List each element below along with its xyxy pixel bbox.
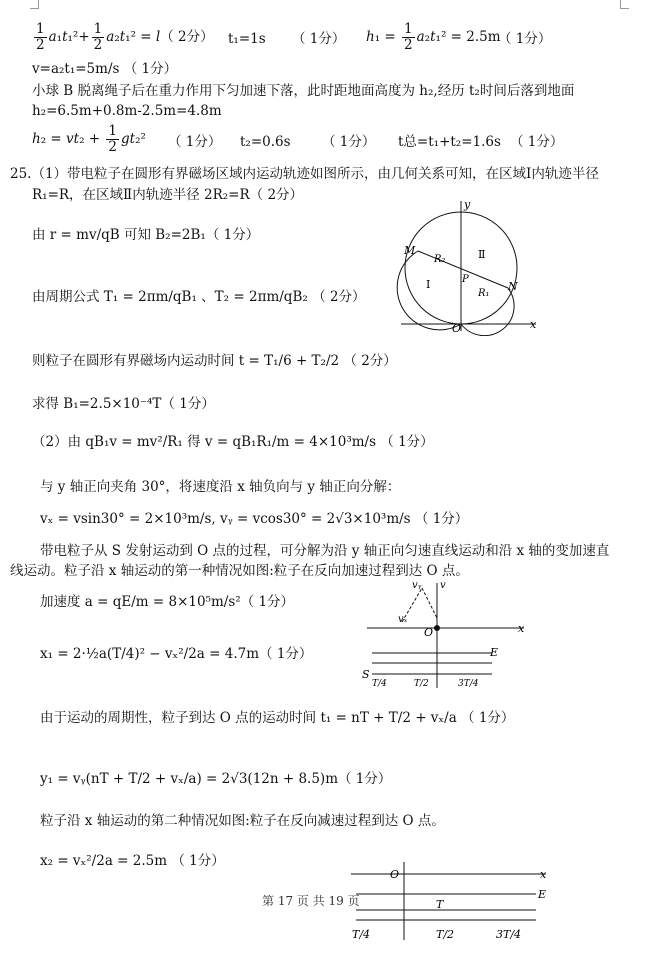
text-line: R₁=R，在区域Ⅱ内轨迹半径 2R₂=R（ 2分） (32, 187, 304, 203)
score: （ 1分） (510, 134, 564, 150)
text-line: 粒子沿 x 轴运动的第二种情况如图:粒子在反向减速过程到达 O 点。 (40, 813, 445, 829)
text-line: x₁ = 2·½a(T/4)² − vₓ²/2a = 4.7m（ 1分） (40, 646, 313, 662)
origin-point (434, 625, 440, 631)
page-footer: 第 17 页 共 19 页 (262, 894, 360, 908)
velocity-vector (422, 588, 437, 618)
score: （ 1分） (168, 134, 222, 150)
text-line: 带电粒子从 S 发射运动到 O 点的过程，可分解为沿 y 轴正向匀速直线运动和沿 x 轴的变加速直 (40, 543, 610, 559)
result-t2: t₂=0.6s (240, 134, 291, 150)
text-line: 与 y 轴正向夹角 30°，将速度沿 x 轴负向与 y 轴正向分解： (40, 479, 401, 495)
text-line: 线运动。粒子沿 x 轴运动的第一种情况如图:粒子在反向加速过程到达 O 点。 (10, 563, 469, 579)
text-line: 由 r = mv/qB 可知 B₂=2B₁（ 1分） (32, 227, 260, 243)
label-r1: R₁ (478, 288, 490, 299)
result-ttotal: t总=t₁+t₂=1.6s (398, 134, 501, 150)
label-o: O (452, 322, 462, 335)
figure-case-1 (362, 578, 532, 690)
label-t2: T/2 (414, 679, 429, 689)
score: （ 1分） (322, 134, 376, 150)
label-x: x (530, 318, 537, 331)
label-t1: T/4 (352, 928, 371, 941)
label-t2: T/2 (436, 928, 455, 941)
corner-mark (30, 0, 39, 9)
fraction: $\frac{1}{2}$ (93, 21, 103, 53)
question-25-heading: 25.（1）带电粒子在圆形有界磁场区域内运动轨迹如图所示，由几何关系可知，在区域Ⅰ内轨迹半径 (10, 166, 599, 182)
label-s: S (362, 668, 370, 681)
text-line: v=a₂t₁=5m/s （ 1分） (32, 61, 178, 77)
label-o: O (424, 626, 434, 639)
equation-h1: h₁ = $\frac{1}{2}$ a₂t₁² = 2.5m (366, 21, 501, 53)
label-e: E (538, 888, 547, 901)
figure-case-2 (346, 860, 556, 950)
label-t1: T/4 (372, 679, 387, 689)
fraction: $\frac{1}{2}$ (108, 123, 117, 155)
text-line: 由于运动的周期性，粒子到达 O 点的运动时间 t₁ = nT + T/2 + vₓ/a （ 1分） (40, 710, 515, 726)
score: （ 1分） (498, 31, 552, 47)
text-line: 求得 B₁=2.5×10⁻⁴T（ 1分） (32, 396, 215, 412)
label-n: N (508, 280, 518, 293)
text-line: h₂=6.5m+0.8m-2.5m=4.8m (32, 103, 222, 119)
equation-line-1: $\frac{1}{2}$ a₁t₁²+ $\frac{1}{2}$ a₂t₁² = l（ 2分） (36, 21, 214, 53)
score: （ 1分） (292, 31, 346, 47)
text-line: （2）由 qB₁v = mv²/R₁ 得 v = qB₁R₁/m = 4×10³m/s （ 1分） (32, 434, 434, 450)
label-e: E (490, 646, 499, 659)
label-t3: 3T/4 (458, 679, 479, 689)
text-line: 加速度 a = qE/m = 8×10⁵m/s²（ 1分） (40, 594, 295, 610)
label-vy: vᵧ (412, 580, 422, 591)
label-m: M (404, 244, 416, 257)
label-region-ii: Ⅱ (478, 248, 486, 261)
text-line: vₓ = vsin30° = 2×10³m/s, vᵧ = vcos30° = 2√3×10³m/s （ 1分） (40, 511, 469, 527)
label-x: x (540, 868, 547, 881)
label-t: T (436, 898, 444, 911)
label-r2: R₂ (434, 254, 446, 265)
corner-mark (620, 0, 629, 9)
label-x: x (518, 622, 525, 635)
result-t1: t₁=1s (228, 31, 266, 47)
label-t3: 3T/4 (496, 928, 522, 941)
text-line: 小球 B 脱离绳子后在重力作用下匀加速下落，此时距地面高度为 h₂,经历 t₂时间后落到地面 (32, 83, 575, 99)
label-o: O (390, 868, 400, 881)
label-region-i: Ⅰ (426, 278, 431, 291)
text-line: y₁ = vᵧ(nT + T/2 + vₓ/a) = 2√3(12n + 8.5)m（ 1分） (40, 771, 392, 787)
text-line: 由周期公式 T₁ = 2πm/qB₁ 、T₂ = 2πm/qB₂ （ 2分） (32, 289, 366, 305)
label-y: y (464, 198, 471, 211)
label-p: P (462, 274, 469, 285)
fraction: $\frac{1}{2}$ (404, 21, 413, 53)
figure-circular-field (396, 196, 546, 336)
text-line: 则粒子在圆形有界磁场内运动时间 t = T₁/6 + T₂/2 （ 2分） (32, 353, 397, 369)
label-vx: vₓ (398, 614, 408, 625)
label-v: v (440, 580, 446, 591)
text-line: x₂ = vₓ²/2a = 2.5m （ 1分） (40, 853, 225, 869)
fraction: $\frac{1}{2}$ (36, 21, 45, 53)
equation-h2: h₂ = vt₂ + $\frac{1}{2}$ gt₂² (32, 123, 146, 155)
